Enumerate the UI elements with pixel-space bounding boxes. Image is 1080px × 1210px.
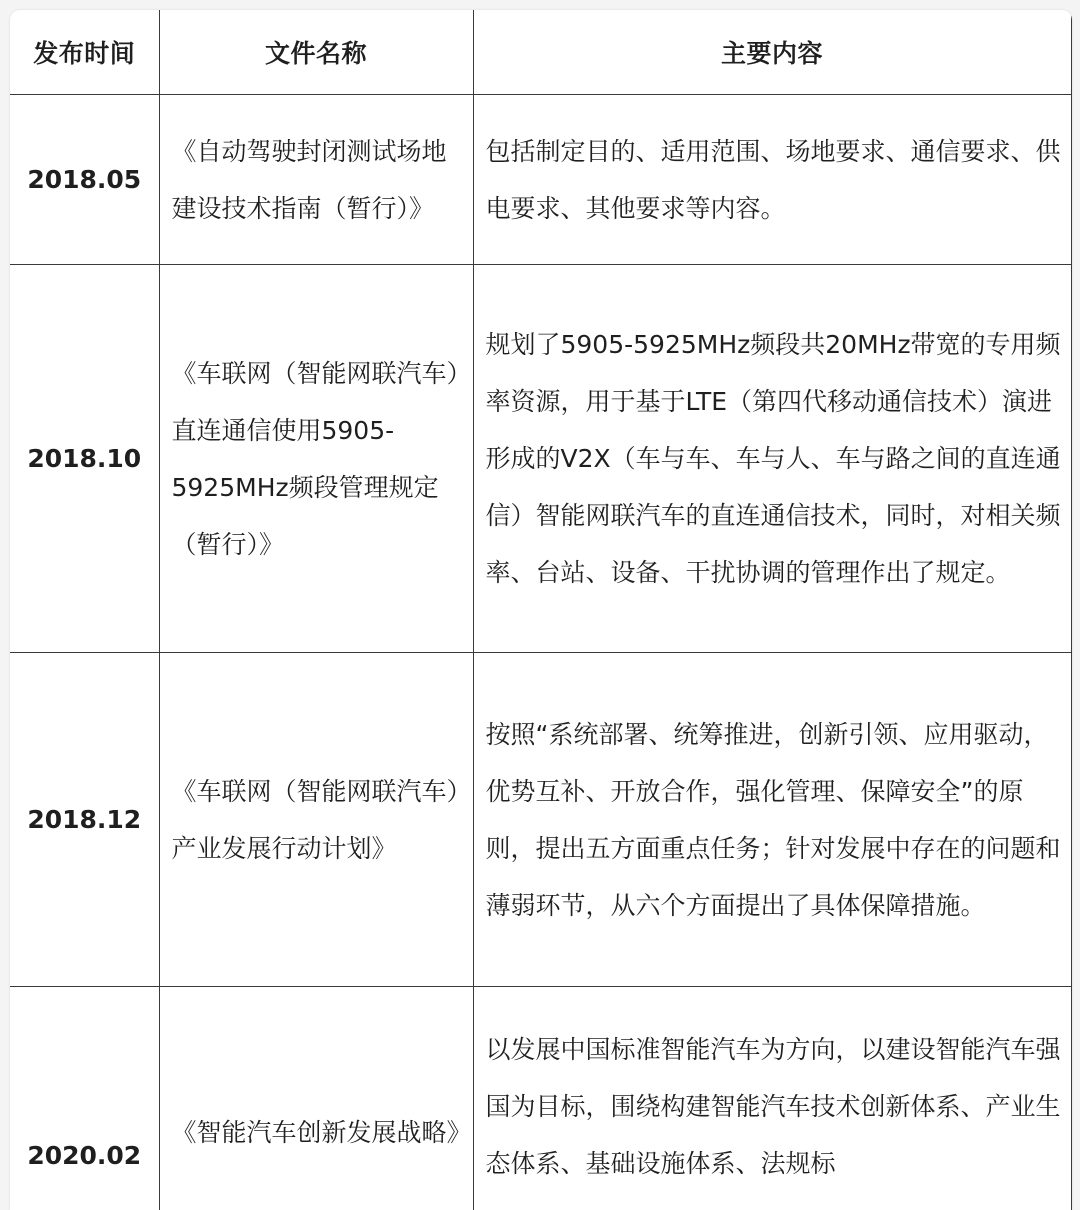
row-content: 以发展中国标准智能汽车为方向，以建设智能汽车强国为目标，围绕构建智能汽车技术创新体系、产业生态体系、基础设施体系、法规标 xyxy=(473,987,1071,1210)
policy-table xyxy=(10,10,1072,1210)
row-date: 2018.10 xyxy=(10,265,159,653)
header-document-name: 文件名称 xyxy=(159,10,473,95)
row-content: 包括制定目的、适用范围、场地要求、通信要求、供电要求、其他要求等内容。 xyxy=(473,95,1071,265)
table-row xyxy=(10,95,1071,265)
row-date: 2018.12 xyxy=(10,653,159,987)
row-document-name: 《自动驾驶封闭测试场地建设技术指南（暂行）》 xyxy=(159,95,473,265)
row-date: 2020.02 xyxy=(10,987,159,1210)
header-release-date: 发布时间 xyxy=(10,10,159,95)
row-document-name: 《智能汽车创新发展战略》 xyxy=(159,987,473,1210)
row-document-name: 《车联网（智能网联汽车）直连通信使用5905-5925MHz频段管理规定（暂行）》 xyxy=(159,265,473,653)
row-content: 按照“系统部署、统筹推进，创新引领、应用驱动，优势互补、开放合作，强化管理、保障安全”的原则，提出五方面重点任务；针对发展中存在的问题和薄弱环节，从六个方面提出了具体保障措施。 xyxy=(473,653,1071,987)
table-row xyxy=(10,653,1071,987)
row-content: 规划了5905-5925MHz频段共20MHz带宽的专用频率资源，用于基于LTE（第四代移动通信技术）演进形成的V2X（车与车、车与人、车与路之间的直连通信）智能网联汽车的直连通信技术，同时，对相关频率、台站、设备、干扰协调的管理作出了规定。 xyxy=(473,265,1071,653)
row-date: 2018.05 xyxy=(10,95,159,265)
header-main-content: 主要内容 xyxy=(473,10,1071,95)
table-header-row xyxy=(10,10,1071,95)
policy-table-card xyxy=(10,10,1072,1210)
table-row xyxy=(10,987,1071,1210)
table-row xyxy=(10,265,1071,653)
row-document-name: 《车联网（智能网联汽车）产业发展行动计划》 xyxy=(159,653,473,987)
